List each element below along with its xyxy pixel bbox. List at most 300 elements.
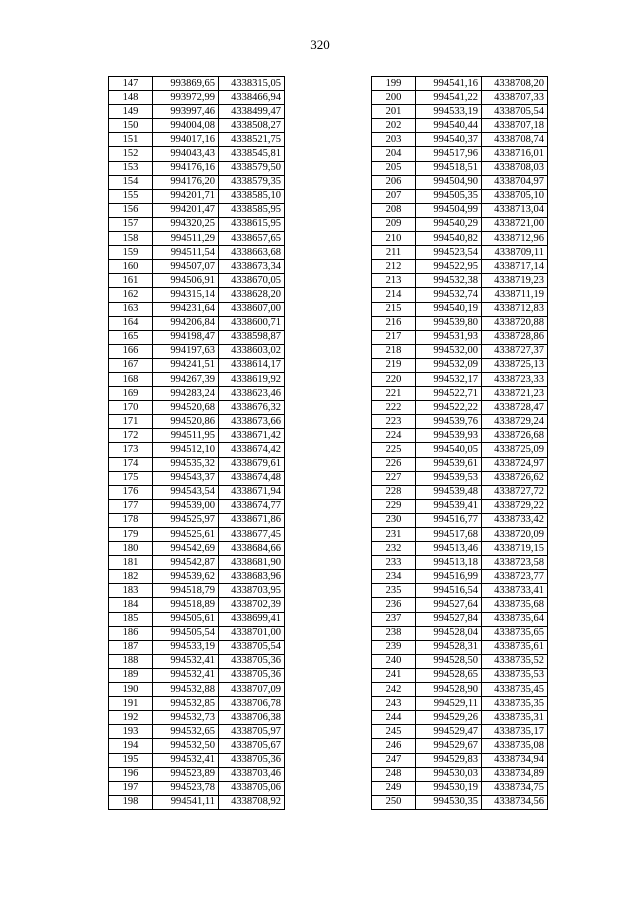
point-number-cell: 212	[372, 260, 416, 274]
y-coordinate-cell: 4338735,08	[482, 739, 548, 753]
y-coordinate-cell: 4338619,92	[219, 372, 285, 386]
point-number-cell: 232	[372, 542, 416, 556]
x-coordinate-cell: 994532,73	[153, 711, 219, 725]
x-coordinate-cell: 994532,00	[416, 344, 482, 358]
y-coordinate-cell: 4338628,20	[219, 288, 285, 302]
x-coordinate-cell: 994540,37	[416, 133, 482, 147]
table-row	[109, 401, 285, 415]
point-number-cell: 154	[109, 175, 153, 189]
y-coordinate-cell: 4338673,66	[219, 415, 285, 429]
x-coordinate-cell: 994315,14	[153, 288, 219, 302]
x-coordinate-cell: 994541,22	[416, 91, 482, 105]
x-coordinate-cell: 994532,09	[416, 358, 482, 372]
point-number-cell: 183	[109, 584, 153, 598]
x-coordinate-cell: 994043,43	[153, 147, 219, 161]
point-number-cell: 180	[109, 542, 153, 556]
point-number-cell: 209	[372, 217, 416, 231]
y-coordinate-cell: 4338702,39	[219, 598, 285, 612]
table-row	[109, 513, 285, 527]
table-row	[109, 499, 285, 513]
point-number-cell: 239	[372, 640, 416, 654]
coordinates-table-right	[371, 76, 548, 810]
table-row	[372, 147, 548, 161]
x-coordinate-cell: 994532,38	[416, 274, 482, 288]
x-coordinate-cell: 994543,54	[153, 485, 219, 499]
y-coordinate-cell: 4338508,27	[219, 119, 285, 133]
y-coordinate-cell: 4338315,05	[219, 77, 285, 91]
x-coordinate-cell: 994528,31	[416, 640, 482, 654]
point-number-cell: 233	[372, 556, 416, 570]
x-coordinate-cell: 994528,04	[416, 626, 482, 640]
y-coordinate-cell: 4338607,00	[219, 302, 285, 316]
point-number-cell: 194	[109, 739, 153, 753]
table-row	[109, 91, 285, 105]
y-coordinate-cell: 4338705,54	[219, 640, 285, 654]
table-row	[372, 725, 548, 739]
point-number-cell: 171	[109, 415, 153, 429]
table-row	[372, 105, 548, 119]
y-coordinate-cell: 4338521,75	[219, 133, 285, 147]
table-row	[109, 668, 285, 682]
y-coordinate-cell: 4338735,52	[482, 654, 548, 668]
point-number-cell: 216	[372, 316, 416, 330]
table-row	[109, 626, 285, 640]
table-row	[372, 753, 548, 767]
x-coordinate-cell: 994540,05	[416, 443, 482, 457]
point-number-cell: 162	[109, 288, 153, 302]
y-coordinate-cell: 4338705,54	[482, 105, 548, 119]
x-coordinate-cell: 994529,47	[416, 725, 482, 739]
table-row	[372, 372, 548, 386]
table-row	[372, 260, 548, 274]
x-coordinate-cell: 994539,62	[153, 570, 219, 584]
table-row	[372, 133, 548, 147]
table-row	[109, 542, 285, 556]
x-coordinate-cell: 994532,88	[153, 683, 219, 697]
y-coordinate-cell: 4338735,17	[482, 725, 548, 739]
table-row	[372, 401, 548, 415]
x-coordinate-cell: 994231,64	[153, 302, 219, 316]
x-coordinate-cell: 994533,19	[416, 105, 482, 119]
y-coordinate-cell: 4338734,75	[482, 781, 548, 795]
y-coordinate-cell: 4338719,15	[482, 542, 548, 556]
x-coordinate-cell: 994535,32	[153, 457, 219, 471]
table-row	[109, 217, 285, 231]
y-coordinate-cell: 4338734,56	[482, 795, 548, 809]
point-number-cell: 181	[109, 556, 153, 570]
point-number-cell: 157	[109, 217, 153, 231]
y-coordinate-cell: 4338734,94	[482, 753, 548, 767]
y-coordinate-cell: 4338674,77	[219, 499, 285, 513]
x-coordinate-cell: 994522,95	[416, 260, 482, 274]
x-coordinate-cell: 994530,19	[416, 781, 482, 795]
y-coordinate-cell: 4338706,38	[219, 711, 285, 725]
y-coordinate-cell: 4338708,03	[482, 161, 548, 175]
y-coordinate-cell: 4338663,68	[219, 246, 285, 260]
point-number-cell: 213	[372, 274, 416, 288]
x-coordinate-cell: 994511,29	[153, 232, 219, 246]
table-row	[372, 542, 548, 556]
point-number-cell: 192	[109, 711, 153, 725]
x-coordinate-cell: 994525,61	[153, 528, 219, 542]
y-coordinate-cell: 4338703,95	[219, 584, 285, 598]
table-row	[372, 654, 548, 668]
point-number-cell: 237	[372, 612, 416, 626]
x-coordinate-cell: 994530,35	[416, 795, 482, 809]
x-coordinate-cell: 994532,65	[153, 725, 219, 739]
x-coordinate-cell: 994198,47	[153, 330, 219, 344]
point-number-cell: 208	[372, 203, 416, 217]
point-number-cell: 248	[372, 767, 416, 781]
x-coordinate-cell: 993997,46	[153, 105, 219, 119]
point-number-cell: 169	[109, 387, 153, 401]
table-row	[109, 584, 285, 598]
x-coordinate-cell: 993869,65	[153, 77, 219, 91]
point-number-cell: 173	[109, 443, 153, 457]
x-coordinate-cell: 994506,91	[153, 274, 219, 288]
x-coordinate-cell: 993972,99	[153, 91, 219, 105]
y-coordinate-cell: 4338734,89	[482, 767, 548, 781]
x-coordinate-cell: 994267,39	[153, 372, 219, 386]
y-coordinate-cell: 4338657,65	[219, 232, 285, 246]
x-coordinate-cell: 994517,96	[416, 147, 482, 161]
y-coordinate-cell: 4338716,01	[482, 147, 548, 161]
table-row	[372, 570, 548, 584]
x-coordinate-cell: 994543,37	[153, 471, 219, 485]
y-coordinate-cell: 4338677,45	[219, 528, 285, 542]
table-row	[372, 584, 548, 598]
table-row	[109, 457, 285, 471]
x-coordinate-cell: 994532,50	[153, 739, 219, 753]
table-row	[109, 105, 285, 119]
table-row	[109, 161, 285, 175]
table-row	[109, 612, 285, 626]
table-row	[372, 203, 548, 217]
point-number-cell: 150	[109, 119, 153, 133]
table-row	[109, 485, 285, 499]
point-number-cell: 203	[372, 133, 416, 147]
y-coordinate-cell: 4338725,13	[482, 358, 548, 372]
y-coordinate-cell: 4338721,00	[482, 217, 548, 231]
x-coordinate-cell: 994518,89	[153, 598, 219, 612]
point-number-cell: 189	[109, 668, 153, 682]
point-number-cell: 165	[109, 330, 153, 344]
point-number-cell: 204	[372, 147, 416, 161]
y-coordinate-cell: 4338729,24	[482, 415, 548, 429]
x-coordinate-cell: 994517,68	[416, 528, 482, 542]
point-number-cell: 226	[372, 457, 416, 471]
table-row	[372, 288, 548, 302]
x-coordinate-cell: 994522,71	[416, 387, 482, 401]
x-coordinate-cell: 994539,93	[416, 429, 482, 443]
y-coordinate-cell: 4338729,22	[482, 499, 548, 513]
x-coordinate-cell: 994176,16	[153, 161, 219, 175]
table-row	[109, 528, 285, 542]
y-coordinate-cell: 4338676,32	[219, 401, 285, 415]
table-row	[109, 471, 285, 485]
y-coordinate-cell: 4338723,77	[482, 570, 548, 584]
point-number-cell: 243	[372, 697, 416, 711]
y-coordinate-cell: 4338717,14	[482, 260, 548, 274]
y-coordinate-cell: 4338701,00	[219, 626, 285, 640]
point-number-cell: 230	[372, 513, 416, 527]
x-coordinate-cell: 994539,61	[416, 457, 482, 471]
table-row	[109, 133, 285, 147]
x-coordinate-cell: 994531,93	[416, 330, 482, 344]
table-row	[372, 443, 548, 457]
point-number-cell: 218	[372, 344, 416, 358]
y-coordinate-cell: 4338727,72	[482, 485, 548, 499]
table-row	[372, 246, 548, 260]
table-row	[109, 232, 285, 246]
y-coordinate-cell: 4338705,97	[219, 725, 285, 739]
table-row	[372, 274, 548, 288]
point-number-cell: 215	[372, 302, 416, 316]
x-coordinate-cell: 994197,63	[153, 344, 219, 358]
x-coordinate-cell: 994176,20	[153, 175, 219, 189]
point-number-cell: 244	[372, 711, 416, 725]
x-coordinate-cell: 994533,19	[153, 640, 219, 654]
table-row	[109, 316, 285, 330]
x-coordinate-cell: 994017,16	[153, 133, 219, 147]
point-number-cell: 175	[109, 471, 153, 485]
y-coordinate-cell: 4338709,11	[482, 246, 548, 260]
point-number-cell: 200	[372, 91, 416, 105]
y-coordinate-cell: 4338703,46	[219, 767, 285, 781]
table-row	[372, 513, 548, 527]
point-number-cell: 245	[372, 725, 416, 739]
x-coordinate-cell: 994532,17	[416, 372, 482, 386]
point-number-cell: 160	[109, 260, 153, 274]
point-number-cell: 240	[372, 654, 416, 668]
table-row	[109, 147, 285, 161]
y-coordinate-cell: 4338708,92	[219, 795, 285, 809]
point-number-cell: 241	[372, 668, 416, 682]
point-number-cell: 155	[109, 189, 153, 203]
x-coordinate-cell: 994528,90	[416, 683, 482, 697]
y-coordinate-cell: 4338735,31	[482, 711, 548, 725]
point-number-cell: 164	[109, 316, 153, 330]
y-coordinate-cell: 4338735,53	[482, 668, 548, 682]
point-number-cell: 161	[109, 274, 153, 288]
y-coordinate-cell: 4338579,50	[219, 161, 285, 175]
x-coordinate-cell: 994529,11	[416, 697, 482, 711]
point-number-cell: 242	[372, 683, 416, 697]
point-number-cell: 236	[372, 598, 416, 612]
point-number-cell: 185	[109, 612, 153, 626]
x-coordinate-cell: 994542,87	[153, 556, 219, 570]
table-row	[109, 753, 285, 767]
table-row	[109, 189, 285, 203]
y-coordinate-cell: 4338735,61	[482, 640, 548, 654]
point-number-cell: 219	[372, 358, 416, 372]
x-coordinate-cell: 994505,35	[416, 189, 482, 203]
point-number-cell: 151	[109, 133, 153, 147]
table-row	[109, 697, 285, 711]
table-row	[109, 260, 285, 274]
y-coordinate-cell: 4338728,47	[482, 401, 548, 415]
table-row	[372, 767, 548, 781]
x-coordinate-cell: 994527,64	[416, 598, 482, 612]
table-row	[109, 274, 285, 288]
table-row	[109, 781, 285, 795]
x-coordinate-cell: 994539,41	[416, 499, 482, 513]
table-row	[372, 77, 548, 91]
table-row	[372, 316, 548, 330]
x-coordinate-cell: 994201,47	[153, 203, 219, 217]
y-coordinate-cell: 4338721,23	[482, 387, 548, 401]
table-row	[109, 246, 285, 260]
y-coordinate-cell: 4338723,58	[482, 556, 548, 570]
point-number-cell: 163	[109, 302, 153, 316]
y-coordinate-cell: 4338725,09	[482, 443, 548, 457]
x-coordinate-cell: 994516,99	[416, 570, 482, 584]
point-number-cell: 250	[372, 795, 416, 809]
x-coordinate-cell: 994529,26	[416, 711, 482, 725]
table-row	[372, 119, 548, 133]
point-number-cell: 228	[372, 485, 416, 499]
x-coordinate-cell: 994004,08	[153, 119, 219, 133]
point-number-cell: 225	[372, 443, 416, 457]
x-coordinate-cell: 994511,54	[153, 246, 219, 260]
x-coordinate-cell: 994541,11	[153, 795, 219, 809]
x-coordinate-cell: 994542,69	[153, 542, 219, 556]
table-row	[372, 485, 548, 499]
x-coordinate-cell: 994540,29	[416, 217, 482, 231]
x-coordinate-cell: 994513,18	[416, 556, 482, 570]
table-row	[372, 626, 548, 640]
x-coordinate-cell: 994505,54	[153, 626, 219, 640]
point-number-cell: 156	[109, 203, 153, 217]
table-row	[109, 570, 285, 584]
table-row	[372, 711, 548, 725]
table-row	[372, 91, 548, 105]
x-coordinate-cell: 994539,48	[416, 485, 482, 499]
point-number-cell: 224	[372, 429, 416, 443]
point-number-cell: 193	[109, 725, 153, 739]
y-coordinate-cell: 4338579,35	[219, 175, 285, 189]
point-number-cell: 158	[109, 232, 153, 246]
y-coordinate-cell: 4338600,71	[219, 316, 285, 330]
x-coordinate-cell: 994539,76	[416, 415, 482, 429]
point-number-cell: 235	[372, 584, 416, 598]
point-number-cell: 205	[372, 161, 416, 175]
point-number-cell: 231	[372, 528, 416, 542]
y-coordinate-cell: 4338713,04	[482, 203, 548, 217]
point-number-cell: 191	[109, 697, 153, 711]
y-coordinate-cell: 4338670,05	[219, 274, 285, 288]
x-coordinate-cell: 994539,80	[416, 316, 482, 330]
y-coordinate-cell: 4338671,94	[219, 485, 285, 499]
y-coordinate-cell: 4338708,20	[482, 77, 548, 91]
point-number-cell: 214	[372, 288, 416, 302]
y-coordinate-cell: 4338733,42	[482, 513, 548, 527]
table-row	[372, 528, 548, 542]
y-coordinate-cell: 4338724,97	[482, 457, 548, 471]
table-row	[109, 767, 285, 781]
table-row	[372, 161, 548, 175]
table-row	[109, 795, 285, 809]
table-row	[109, 711, 285, 725]
y-coordinate-cell: 4338706,78	[219, 697, 285, 711]
table-row	[109, 443, 285, 457]
table-row	[372, 358, 548, 372]
x-coordinate-cell: 994511,95	[153, 429, 219, 443]
point-number-cell: 210	[372, 232, 416, 246]
y-coordinate-cell: 4338623,46	[219, 387, 285, 401]
y-coordinate-cell: 4338466,94	[219, 91, 285, 105]
table-row	[109, 77, 285, 91]
x-coordinate-cell: 994283,24	[153, 387, 219, 401]
x-coordinate-cell: 994513,46	[416, 542, 482, 556]
x-coordinate-cell: 994516,77	[416, 513, 482, 527]
point-number-cell: 197	[109, 781, 153, 795]
y-coordinate-cell: 4338711,19	[482, 288, 548, 302]
x-coordinate-cell: 994520,86	[153, 415, 219, 429]
table-row	[372, 232, 548, 246]
y-coordinate-cell: 4338598,87	[219, 330, 285, 344]
y-coordinate-cell: 4338726,68	[482, 429, 548, 443]
x-coordinate-cell: 994532,74	[416, 288, 482, 302]
point-number-cell: 147	[109, 77, 153, 91]
point-number-cell: 196	[109, 767, 153, 781]
y-coordinate-cell: 4338708,74	[482, 133, 548, 147]
x-coordinate-cell: 994520,68	[153, 401, 219, 415]
table-row	[109, 387, 285, 401]
point-number-cell: 207	[372, 189, 416, 203]
y-coordinate-cell: 4338705,36	[219, 668, 285, 682]
x-coordinate-cell: 994532,41	[153, 753, 219, 767]
x-coordinate-cell: 994523,78	[153, 781, 219, 795]
point-number-cell: 166	[109, 344, 153, 358]
point-number-cell: 222	[372, 401, 416, 415]
table-row	[372, 781, 548, 795]
table-row	[372, 668, 548, 682]
y-coordinate-cell: 4338674,48	[219, 471, 285, 485]
table-row	[372, 598, 548, 612]
y-coordinate-cell: 4338720,88	[482, 316, 548, 330]
coordinates-table-left	[108, 76, 285, 810]
point-number-cell: 178	[109, 513, 153, 527]
point-number-cell: 168	[109, 372, 153, 386]
x-coordinate-cell: 994540,19	[416, 302, 482, 316]
y-coordinate-cell: 4338499,47	[219, 105, 285, 119]
table-row	[109, 415, 285, 429]
point-number-cell: 182	[109, 570, 153, 584]
y-coordinate-cell: 4338603,02	[219, 344, 285, 358]
x-coordinate-cell: 994516,54	[416, 584, 482, 598]
table-row	[372, 640, 548, 654]
y-coordinate-cell: 4338712,83	[482, 302, 548, 316]
table-row	[109, 358, 285, 372]
point-number-cell: 246	[372, 739, 416, 753]
x-coordinate-cell: 994518,51	[416, 161, 482, 175]
table-row	[109, 288, 285, 302]
table-row	[372, 189, 548, 203]
table-row	[109, 725, 285, 739]
table-row	[109, 739, 285, 753]
y-coordinate-cell: 4338707,33	[482, 91, 548, 105]
y-coordinate-cell: 4338707,09	[219, 683, 285, 697]
x-coordinate-cell: 994540,82	[416, 232, 482, 246]
x-coordinate-cell: 994539,00	[153, 499, 219, 513]
x-coordinate-cell: 994523,54	[416, 246, 482, 260]
point-number-cell: 148	[109, 91, 153, 105]
table-row	[372, 302, 548, 316]
y-coordinate-cell: 4338735,65	[482, 626, 548, 640]
table-row	[372, 387, 548, 401]
y-coordinate-cell: 4338699,41	[219, 612, 285, 626]
